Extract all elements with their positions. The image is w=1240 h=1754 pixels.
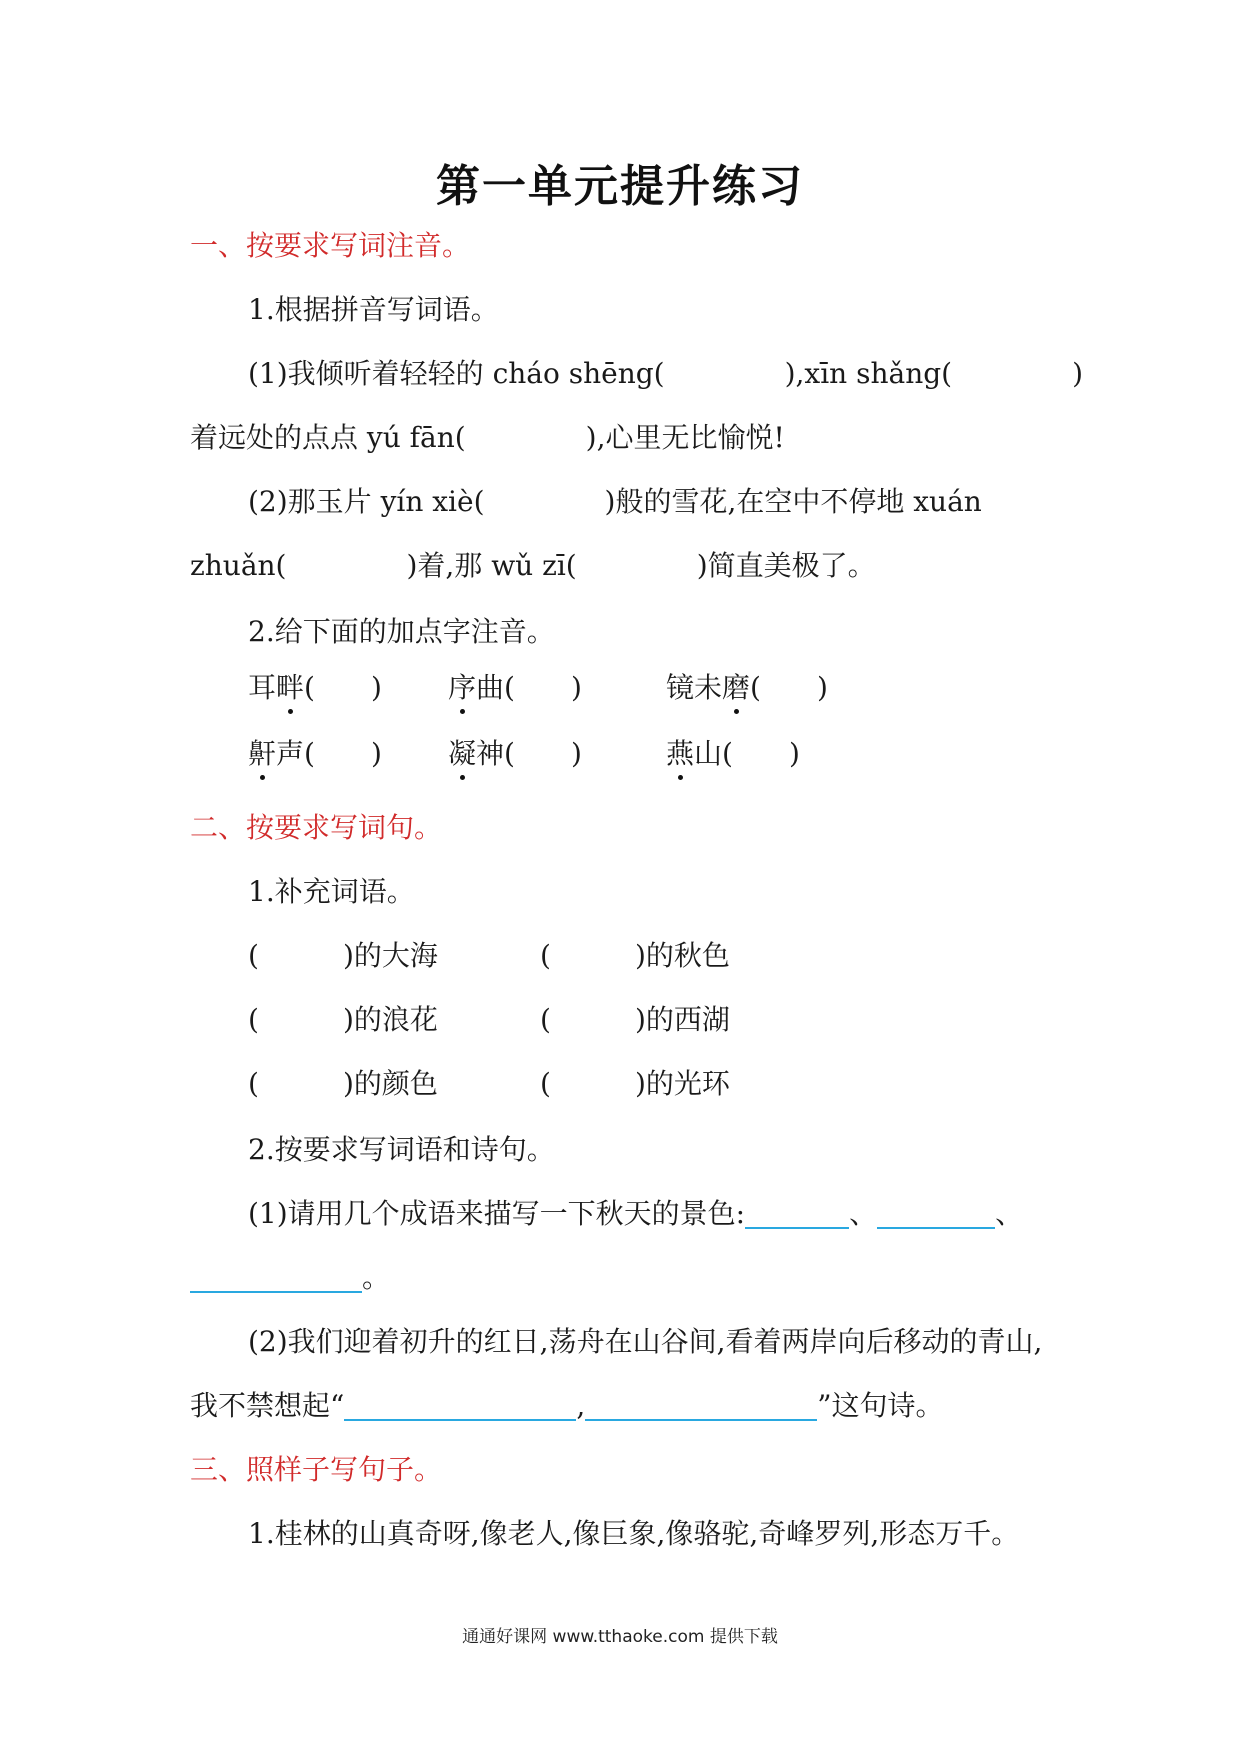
text-segment: )着,那 wǔ zī( <box>406 549 577 582</box>
pinyin-word-item: 耳畔( ) <box>248 668 382 708</box>
answer-underline[interactable] <box>745 1197 849 1229</box>
page-footer: 通通好课网 www.tthaoke.com 提供下载 <box>462 1627 778 1647</box>
question-2-2-2-line-2 <box>190 1386 944 1426</box>
question-2-1: 1.补充词语。 <box>248 875 415 908</box>
text-segment: )般的雪花,在空中不停地 xuán <box>604 485 982 518</box>
question-1-2: 2.给下面的加点字注音。 <box>248 615 555 648</box>
text-segment: ”这句诗。 <box>817 1389 944 1422</box>
text-segment: 着远处的点点 yú fān( <box>190 421 466 454</box>
text-segment: , <box>576 1389 586 1422</box>
fill-word-item: ( )的西湖 <box>540 1003 730 1036</box>
fill-word-item: ( )的颜色 <box>248 1067 438 1100</box>
answer-underline[interactable] <box>877 1197 995 1229</box>
pinyin-word-item: 鼾声( ) <box>248 734 382 774</box>
text-segment: ),xīn shǎng( <box>784 357 953 390</box>
question-2-2-1-line-2 <box>190 1258 390 1298</box>
page-title: 第一单元提升练习 <box>436 161 804 212</box>
text-segment: 。 <box>362 1261 391 1294</box>
question-2-2: 2.按要求写词语和诗句。 <box>248 1133 555 1166</box>
question-1-1: 1.根据拼音写词语。 <box>248 293 499 326</box>
fill-word-item: ( )的光环 <box>540 1067 730 1100</box>
text-segment: ),心里无比愉悦! <box>585 421 785 454</box>
question-1-1-line-1 <box>248 354 1083 394</box>
section-2-heading: 二、按要求写词句。 <box>190 811 443 844</box>
pinyin-word-item: 凝神( ) <box>448 734 582 774</box>
text-segment: (1)我倾听着轻轻的 cháo shēng( <box>248 357 665 390</box>
question-1-1-line-2 <box>190 418 785 458</box>
question-2-2-2: (2)我们迎着初升的红日,荡舟在山谷间,看着两岸向后移动的青山, <box>248 1325 1043 1358</box>
answer-underline[interactable] <box>344 1389 576 1421</box>
text-segment: )简直美极了。 <box>696 549 876 582</box>
fill-word-item: ( )的浪花 <box>248 1003 438 1036</box>
text-segment: 、 <box>995 1197 1024 1230</box>
pinyin-word-item: 序曲( ) <box>448 668 582 708</box>
question-3-1: 1.桂林的山真奇呀,像老人,像巨象,像骆驼,奇峰罗列,形态万千。 <box>248 1517 1020 1550</box>
text-segment: 、 <box>849 1197 878 1230</box>
fill-word-item: ( )的大海 <box>248 939 438 972</box>
text-segment: 我不禁想起“ <box>190 1389 345 1422</box>
question-2-2-1 <box>248 1194 1023 1234</box>
text-segment: (2)那玉片 yín xiè( <box>248 485 485 518</box>
text-segment: ) <box>1072 357 1084 390</box>
text-segment: zhuǎn( <box>190 549 287 582</box>
question-1-2-line-2 <box>190 546 876 586</box>
fill-word-item: ( )的秋色 <box>540 939 730 972</box>
section-3-heading: 三、照样子写句子。 <box>190 1453 443 1486</box>
answer-underline[interactable] <box>190 1261 362 1293</box>
text-segment: (1)请用几个成语来描写一下秋天的景色: <box>248 1197 746 1230</box>
pinyin-word-item: 燕山( ) <box>666 734 800 774</box>
section-1-heading: 一、按要求写词注音。 <box>190 229 471 262</box>
question-1-2-line-1 <box>248 482 982 522</box>
answer-underline[interactable] <box>585 1389 817 1421</box>
pinyin-word-item: 镜未磨( ) <box>666 668 828 708</box>
